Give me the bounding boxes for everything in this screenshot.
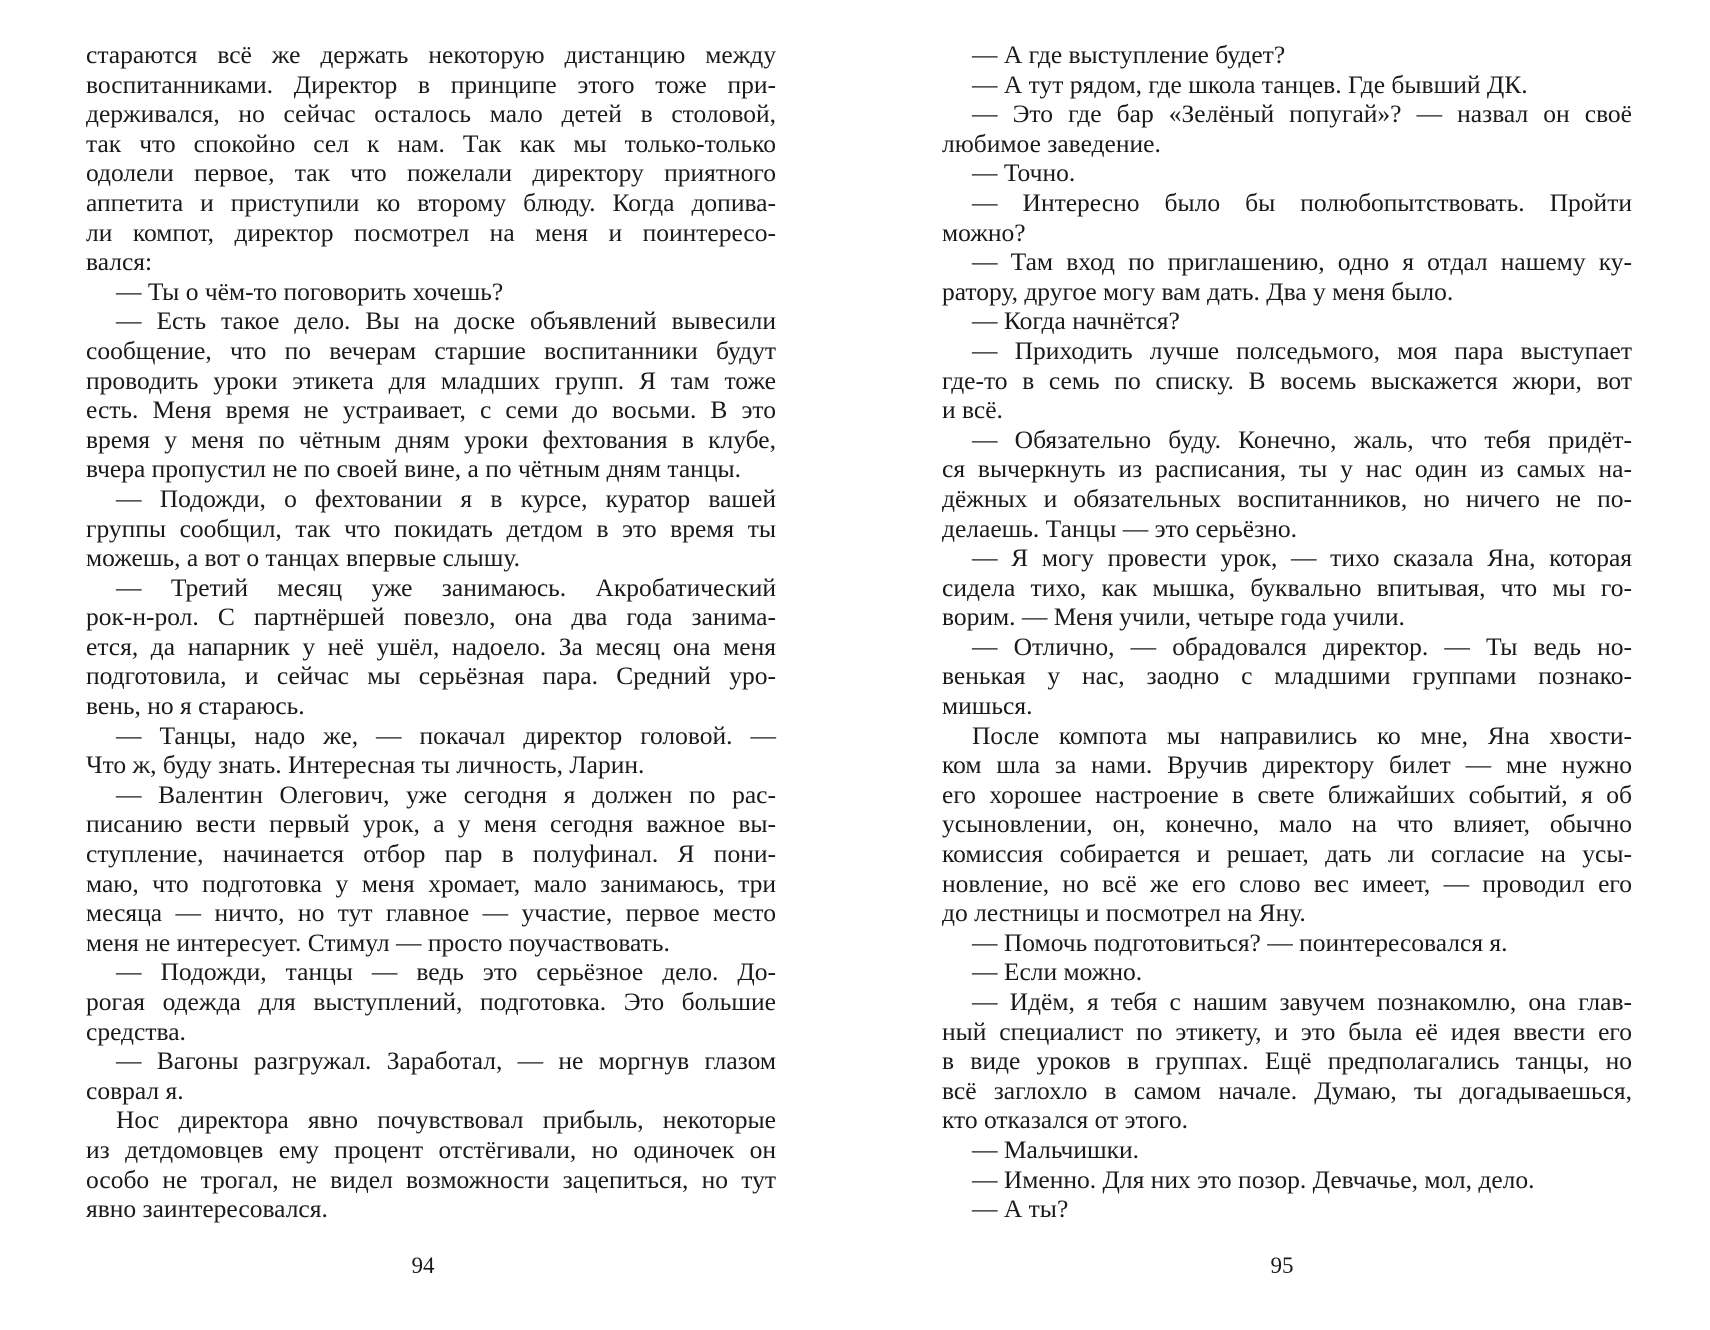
text-line: — Именно. Для них это позор. Девчачье, мол, дело.	[972, 1164, 1535, 1194]
text-line: из детдомовцев ему процент отстёгивали, но одиночек он	[86, 1134, 776, 1164]
text-line: — Подожди, о фехтовании я в курсе, куратор вашей	[116, 483, 776, 513]
text-line: — Ты о чём-то поговорить хочешь?	[116, 276, 504, 306]
text-line: ратору, другое могу вам дать. Два у меня было.	[942, 276, 1454, 306]
text-line: венькая у нас, заодно с младшими группами познако-	[942, 661, 1632, 691]
text-line: — Интересно было бы полюбопытствовать. Пройти	[972, 187, 1632, 217]
text-line: проводить уроки этикета для младших групп. Я там тоже	[86, 365, 776, 395]
text-line: — Если можно.	[972, 957, 1143, 987]
text-line: Нос директора явно почувствовал прибыль, некоторые	[116, 1105, 776, 1135]
text-line: писанию вести первый урок, а у меня сегодня важное вы-	[86, 809, 776, 839]
text-line: комиссия собирается и решает, дать ли согласие на усы-	[942, 839, 1632, 869]
text-line: — Отлично, — обрадовался директор. — Ты ведь но-	[972, 631, 1632, 661]
text-line: — Третий месяц уже занимаюсь. Акробатический	[116, 572, 776, 602]
left-page	[86, 40, 776, 1224]
text-line: кто отказался от этого.	[942, 1105, 1189, 1135]
text-line: явно заинтересовался.	[86, 1194, 328, 1224]
text-line: можно?	[942, 217, 1026, 247]
text-line: ся вычеркнуть из расписания, ты у нас один из самых на-	[942, 454, 1632, 484]
text-line: ется, да напарник у неё ушёл, надоело. За месяц она меня	[86, 631, 776, 661]
text-line: делаешь. Танцы — это серьёзно.	[942, 513, 1297, 543]
text-line: группы сообщил, так что покидать детдом в это время ты	[86, 513, 776, 543]
text-line: так что спокойно сел к нам. Так как мы только-только	[86, 128, 776, 158]
page-number-right: 95	[1270, 1253, 1294, 1278]
text-line: его хорошее настроение в свете ближайших событий, я об	[942, 779, 1632, 809]
text-line: подготовила, и сейчас мы серьёзная пара. Средний уро-	[86, 661, 776, 691]
text-line: мишься.	[942, 691, 1033, 721]
text-line: стараются всё же держать некоторую дистанцию между	[86, 40, 776, 69]
text-line: ли компот, директор посмотрел на меня и поинтересо-	[86, 217, 776, 247]
text-line: — Валентин Олегович, уже сегодня я должен по рас-	[116, 779, 776, 809]
text-line: соврал я.	[86, 1075, 184, 1105]
text-line: вался:	[86, 247, 153, 277]
text-line: любимое заведение.	[942, 128, 1161, 158]
text-line: до лестницы и посмотрел на Яну.	[942, 898, 1306, 928]
text-line: — Обязательно буду. Конечно, жаль, что тебя придёт-	[972, 424, 1632, 454]
text-line: Что ж, буду знать. Интересная ты личность, Ларин.	[86, 750, 645, 780]
text-line: — Мальчишки.	[972, 1134, 1140, 1164]
text-line: меня не интересует. Стимул — просто поучаствовать.	[86, 927, 670, 957]
text-line: в виде уроков в группах. Ещё предполагались танцы, но	[942, 1046, 1632, 1076]
text-line: вень, но я стараюсь.	[86, 691, 305, 721]
text-line: особо не трогал, не видел возможности зацепиться, но тут	[86, 1164, 776, 1194]
text-line: рогая одежда для выступлений, подготовка. Это большие	[86, 987, 776, 1016]
left-page-text	[86, 40, 776, 1224]
text-line: — Это где бар «Зелёный попугай»? — назвал он своё	[972, 99, 1632, 129]
text-line: — Я могу провести урок, — тихо сказала Яна, которая	[972, 543, 1632, 573]
text-line: месяца — ничто, но тут главное — участие, первое место	[86, 898, 776, 928]
text-line: средства.	[86, 1016, 186, 1046]
text-line: ворим. — Меня учили, четыре года учили.	[942, 602, 1405, 632]
text-line: — Танцы, надо же, — покачал директор головой. —	[116, 720, 776, 750]
text-line: — А где выступление будет?	[972, 40, 1286, 69]
text-line: — Идём, я тебя с нашим завучем познакомлю, она глав-	[972, 987, 1632, 1016]
text-line: маю, что подготовка у меня хромает, мало занимаюсь, три	[86, 868, 776, 898]
text-line: — А тут рядом, где школа танцев. Где бывший ДК.	[972, 69, 1528, 99]
text-line: всё заглохло в самом начале. Думаю, ты догадываешься,	[942, 1075, 1632, 1105]
text-line: вчера пропустил не по своей вине, а по чётным дням танцы.	[86, 454, 741, 484]
page-number-left: 94	[411, 1253, 435, 1278]
text-line: рок-н-рол. С партнёршей повезло, она два года занима-	[86, 602, 776, 632]
text-line: — Когда начнётся?	[972, 306, 1180, 336]
text-line: время у меня по чётным дням уроки фехтования в клубе,	[86, 424, 776, 454]
text-line: ный специалист по этикету, и это была её идея ввести его	[942, 1016, 1632, 1046]
text-line: дёжных и обязательных воспитанников, но ничего не по-	[942, 483, 1632, 513]
text-line: — Помочь подготовиться? — поинтересовался я.	[972, 927, 1508, 957]
text-line: воспитанниками. Директор в принципе этого тоже при-	[86, 69, 776, 99]
text-line: можешь, а вот о танцах впервые слышу.	[86, 543, 520, 573]
text-line: и всё.	[942, 395, 1003, 425]
text-line: — Вагоны разгружал. Заработал, — не моргнув глазом	[116, 1046, 776, 1076]
text-line: — А ты?	[972, 1194, 1069, 1224]
text-line: — Там вход по приглашению, одно я отдал нашему ку-	[972, 247, 1632, 277]
text-line: сообщение, что по вечерам старшие воспитанники будут	[86, 335, 776, 365]
text-line: — Есть такое дело. Вы на доске объявлений вывесили	[116, 306, 776, 336]
text-line: — Точно.	[972, 158, 1076, 188]
text-line: сидела тихо, как мышка, буквально впитывая, что мы го-	[942, 572, 1632, 602]
text-line: держивался, но сейчас осталось мало детей в столовой,	[86, 99, 776, 129]
text-line: есть. Меня время не устраивает, с семи до восьми. В это	[86, 395, 776, 425]
text-line: После компота мы направились ко мне, Яна хвости-	[972, 720, 1632, 750]
right-page	[942, 40, 1632, 1224]
text-line: новление, но всё же его слово вес имеет, — проводил его	[942, 868, 1632, 898]
text-line: — Приходить лучше полседьмого, моя пара выступает	[972, 335, 1632, 365]
text-line: где-то в семь по списку. В восемь выскажется жюри, вот	[942, 365, 1632, 395]
text-line: одолели первое, так что пожелали директору приятного	[86, 158, 776, 188]
text-line: аппетита и приступили ко второму блюду. Когда допива-	[86, 187, 776, 217]
text-line: ком шла за нами. Вручив директору билет — мне нужно	[942, 750, 1632, 780]
text-line: — Подожди, танцы — ведь это серьёзное дело. До-	[116, 957, 776, 987]
right-page-text	[942, 40, 1632, 1224]
text-line: ступление, начинается отбор пар в полуфинал. Я пони-	[86, 839, 776, 869]
text-line: усыновлении, он, конечно, мало на что влияет, обычно	[942, 809, 1632, 839]
